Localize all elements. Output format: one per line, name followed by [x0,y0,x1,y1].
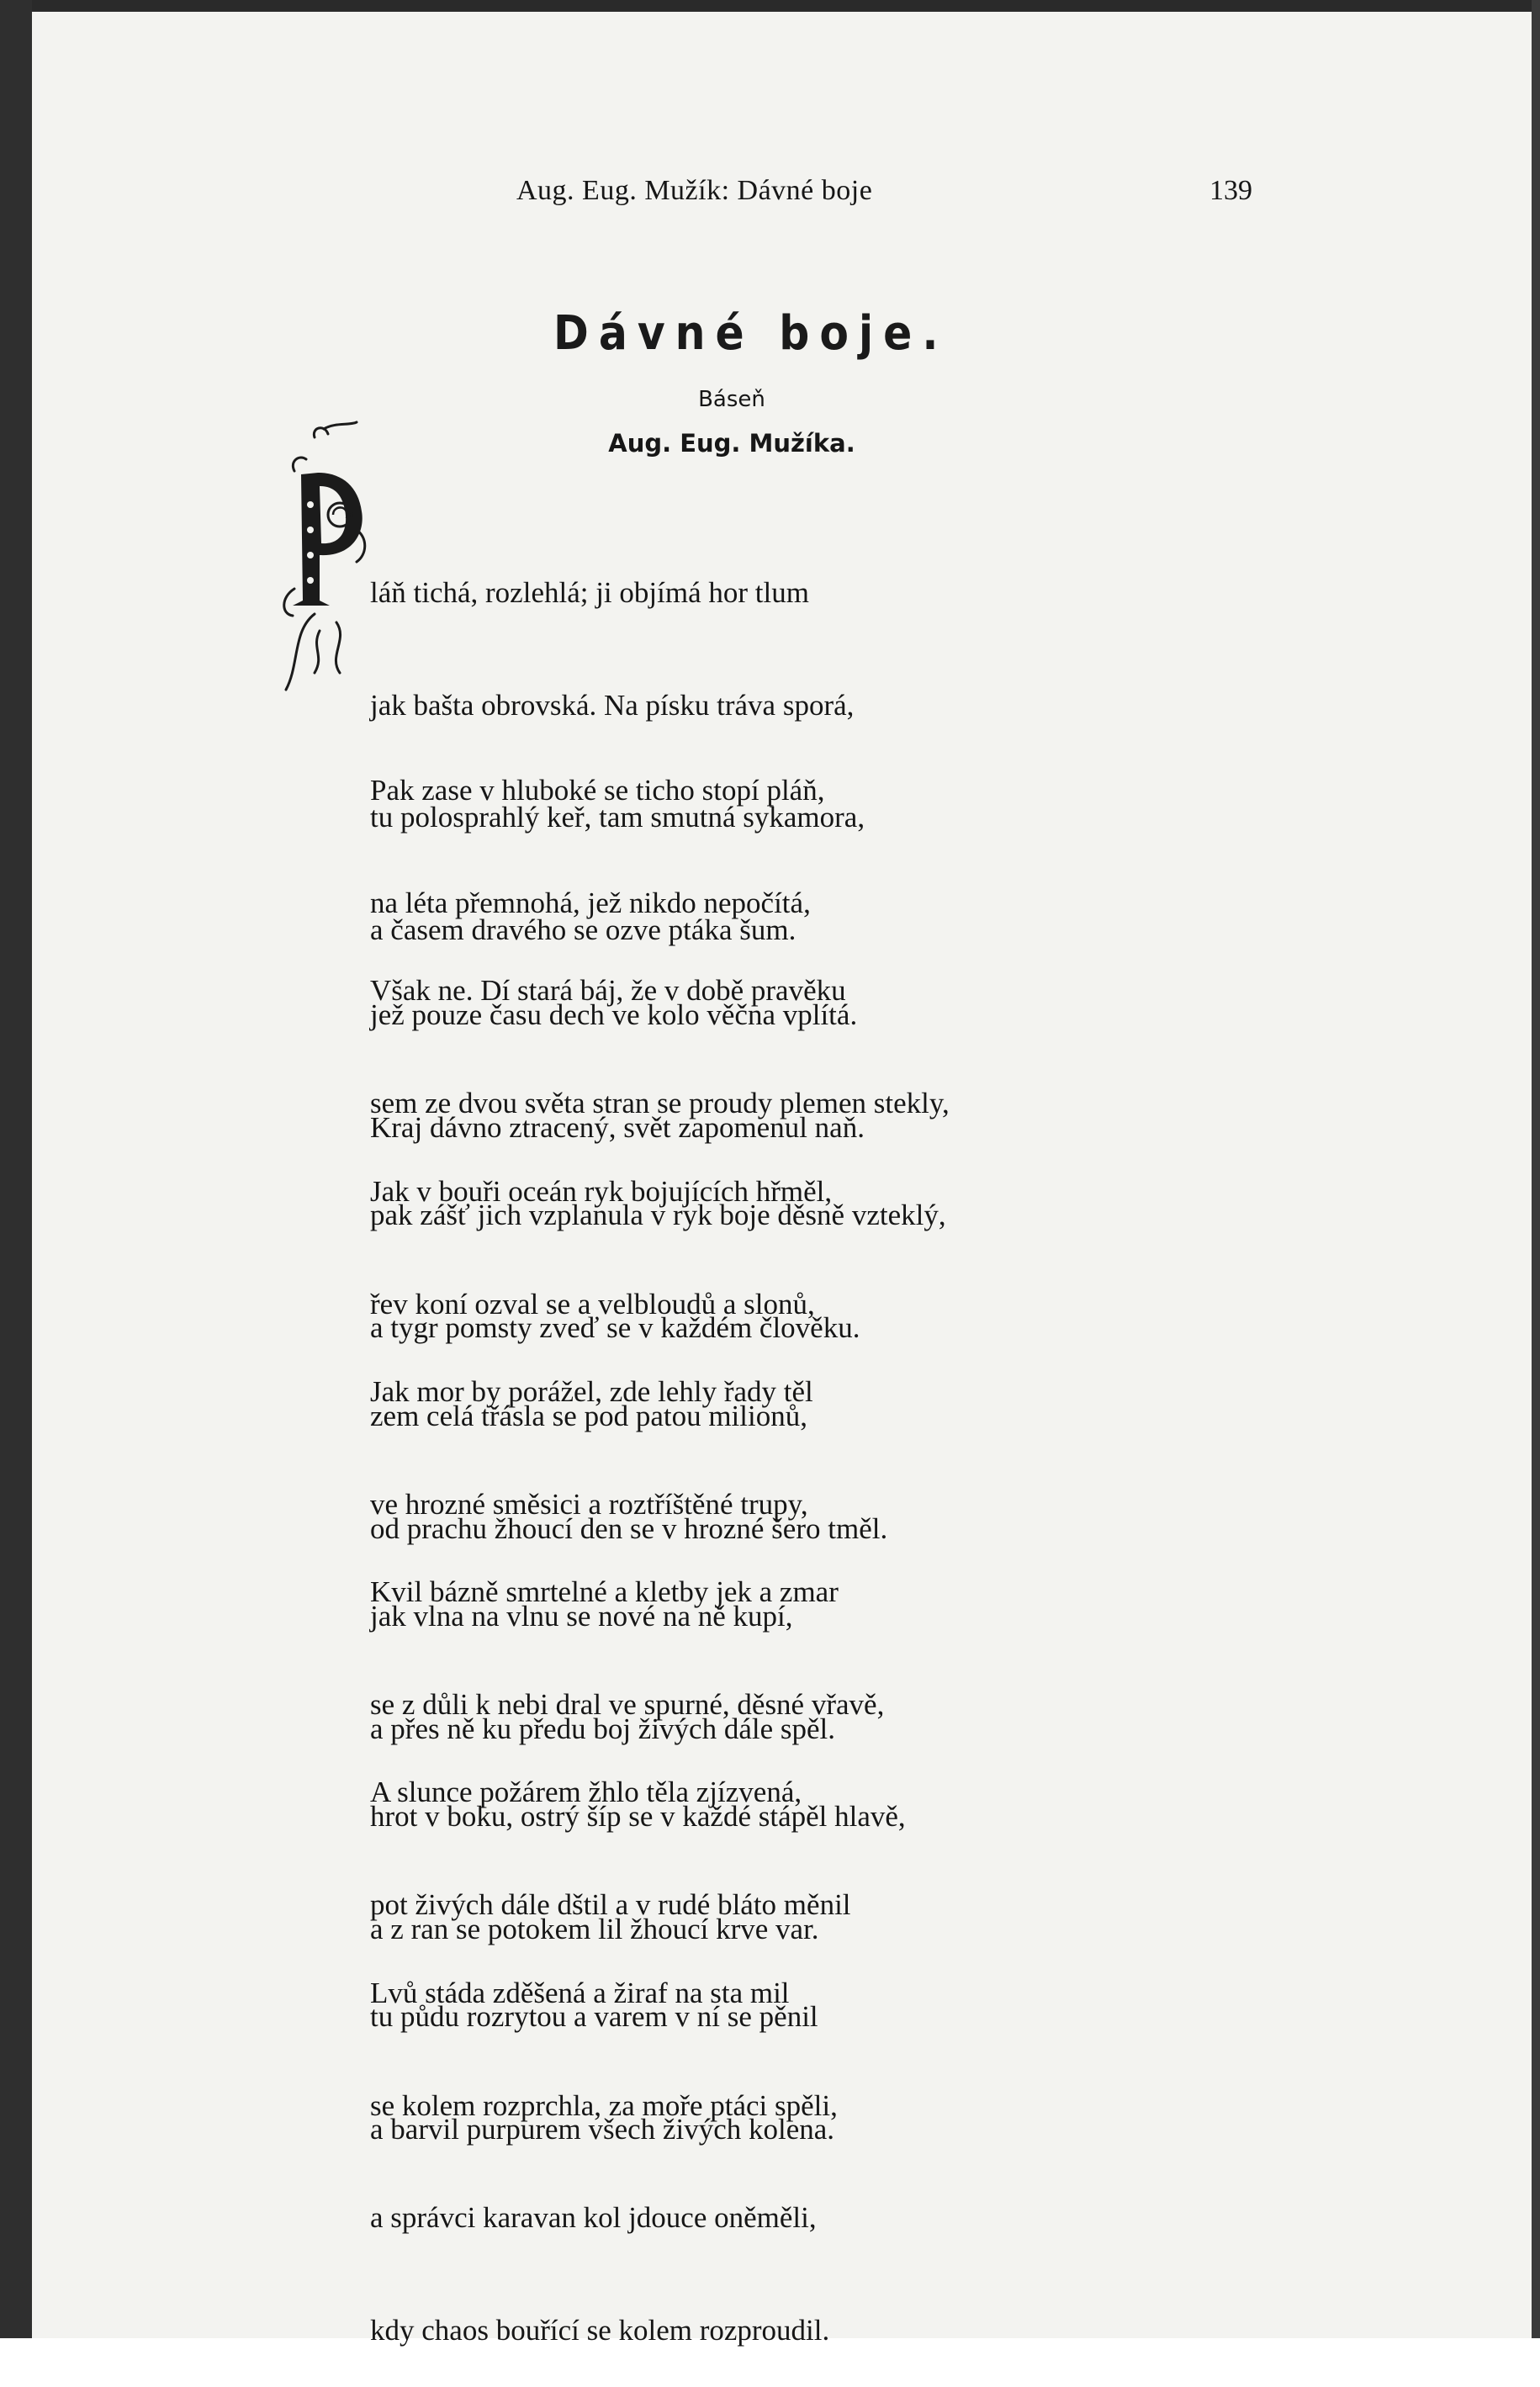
poem-line: Lvů stáda zděšená a žiraf na sta mil [370,1977,790,2009]
poem-line: láň tichá, rozlehlá; ji objímá hor tlum [370,576,809,609]
poem-line: Pak zase v hluboké se ticho stopí pláň, [370,774,825,807]
poem-line: a přes ně ku předu boj živých dále spěl. [370,1712,836,1745]
poem-line: od prachu žhoucí den se v hrozné šero tměl. [370,1511,888,1545]
poem-line: sem ze dvou světa stran se proudy plemen stekly, [370,1086,950,1119]
poem-line: tu půdu rozrytou a varem v ní se pěnil [370,2000,818,2033]
poem-line: zem celá třásla se pod patou milionů, [370,1400,807,1432]
poem-line: tu polosprahlý keř, tam smutná sykamora, [370,801,865,834]
poem-line: jež pouze času dech ve kolo věčna vplítá. [370,998,858,1031]
poem-line: se kolem rozprchla, za moře ptáci spěli, [370,2088,838,2122]
page-number: 139 [1209,175,1252,206]
poem-line: jak vlna na vlnu se nové na ně kupí, [370,1600,793,1633]
running-header: Aug. Eug. Mužík: Dávné boje [516,175,873,206]
scan-border-left [0,0,32,2338]
poem-line: a časem dravého se ozve ptáka šum. [370,913,796,946]
poem-line: se z důli k nebi dral ve spurné, děsné vřavě, [370,1687,885,1721]
poem-line: kdy chaos bouřící se kolem rozproudil. [370,2313,830,2347]
poem-author: Aug. Eug. Mužíka. [608,429,855,458]
poem-line: hrot v boku, ostrý šíp se v každé stápěl hlavě, [370,1800,906,1833]
poem-line: a z ran se potokem lil žhoucí krve var. [370,1912,819,1945]
decorative-initial-p [278,421,372,698]
poem-line: Však ne. Dí stará báj, že v době pravěku [370,974,846,1007]
poem-title: Dávné boje. [553,306,949,361]
poem-subtitle: Báseň [698,387,765,412]
scan-border-right [1532,0,1540,2338]
poem-line: Kvil bázně smrtelné a kletby jek a zmar [370,1575,839,1608]
poem-line: a barvil purpurem všech živých kolena. [370,2112,835,2146]
poem-line: ve hrozné směsici a roztříštěné trupy, [370,1487,808,1521]
poem-line: a správci karavan kol jdouce oněměli, [370,2201,817,2234]
poem-line: pot živých dále dštil a v rudé bláto měnil [370,1887,851,1921]
poem-line: Jak v bouři oceán ryk bojujících hřměl, [370,1175,833,1208]
poem-line: A slunce požárem žhlo těla zjízvená, [370,1776,802,1808]
scan-border-top [0,0,1540,12]
poem-line: Jak mor by porážel, zde lehly řady těl [370,1375,813,1408]
poem-line: Kraj dávno ztracený, svět zapomenul naň. [370,1110,865,1144]
poem-line: jak bašta obrovská. Na písku tráva sporá, [370,688,855,722]
poem-line: pak zášť jich vzplanula v ryk boje děsně vzteklý, [370,1199,946,1231]
poem-line: na léta přemnohá, jež nikdo nepočítá, [370,886,811,919]
poem-line: řev koní ozval se a velbloudů a slonů, [370,1287,815,1321]
poem-stanza-8 [370,1900,838,2387]
poem-line: a tygr pomsty zveď se v každém člověku. [370,1310,860,1344]
